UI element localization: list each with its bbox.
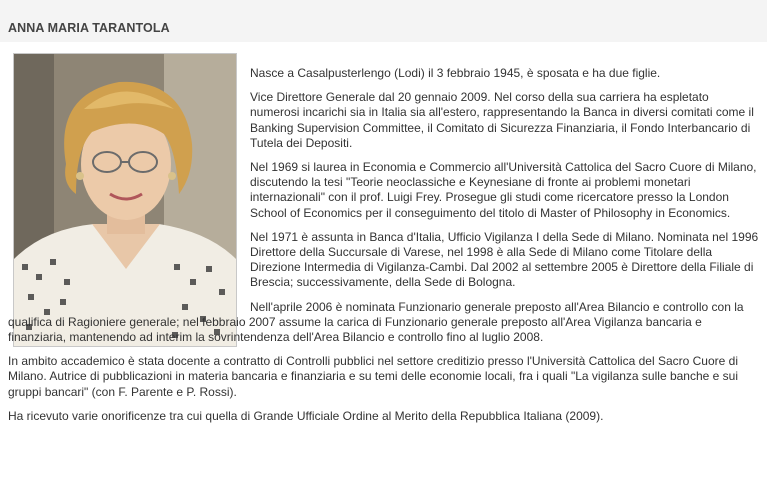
bio-paragraph-birth: Nasce a Casalpusterlengo (Lodi) il 3 febbraio 1945, è sposata e ha due figlie. <box>250 66 661 80</box>
biography-text <box>8 66 760 433</box>
bio-paragraph-role: Vice Direttore Generale dal 20 gennaio 2009. Nel corso della sua carriera ha espletato numerosi incarichi sia in Italia sia all'estero, rappresentando la Banca in diversi comitati come il Banking Supervision Committee, il Comitato di Sicurezza Finanziaria, il Fondo Interbancario di Tutela dei Depositi. <box>250 90 754 150</box>
bio-paragraph-honours: Ha ricevuto varie onorificenze tra cui quella di Grande Ufficiale Ordine al Merito della Repubblica Italiana (2009). <box>8 408 604 423</box>
title-bar <box>0 0 767 42</box>
bio-paragraph-appointments <box>8 300 760 346</box>
bio-paragraph-career: Nel 1971 è assunta in Banca d'Italia, Ufficio Vigilanza I della Sede di Milano. Nominata nel 1996 Direttore della Succursale di Varese, nel 1998 è alla Sede di Milano come Titolare della Direzione Intermedia di Vigilanza-Cambi. Dal 2002 al settembre 2005 è Direttore della Filiale di Brescia; successivamente, della Sede di Bologna. <box>250 229 759 290</box>
bio-paragraph-academic: In ambito accademico è stata docente a contratto di Controlli pubblici nel settore creditizio presso l'Università Cattolica del Sacro Cuore di Milano. Autrice di pubblicazioni in materia bancaria e finanziaria e su temi delle economie locali, fra i quali "La vigilanza sulle banche e sui gruppi bancari" (con F. Parente e P. Rossi). <box>8 354 738 399</box>
bio-paragraph-education: Nel 1969 si laurea in Economia e Commercio all'Università Cattolica del Sacro Cuore di Milano, discutendo la tesi "Teorie neoclassiche e Keynesiane di fronte ai problemi monetari internazionali" con il prof. Luigi Frey. Prosegue gli studi come ricercatore presso la London School of Economics per il conseguimento del titolo di Master of Philosophy in Economics. <box>250 160 757 220</box>
appointments-text: Nell'aprile 2006 è nominata Funzionario generale preposto all'Area Bilancio e controllo con la qualifica di Ragioniere generale; nel febbraio 2007 assume la carica di Funzionario generale preposto all'Area Vigilanza bancaria e finanziaria, mantenendo ad interim la sovrintendenza dell'Area Bilancio e controllo fino al luglio 2008. <box>8 299 744 345</box>
page-title: ANNA MARIA TARANTOLA <box>8 21 170 35</box>
